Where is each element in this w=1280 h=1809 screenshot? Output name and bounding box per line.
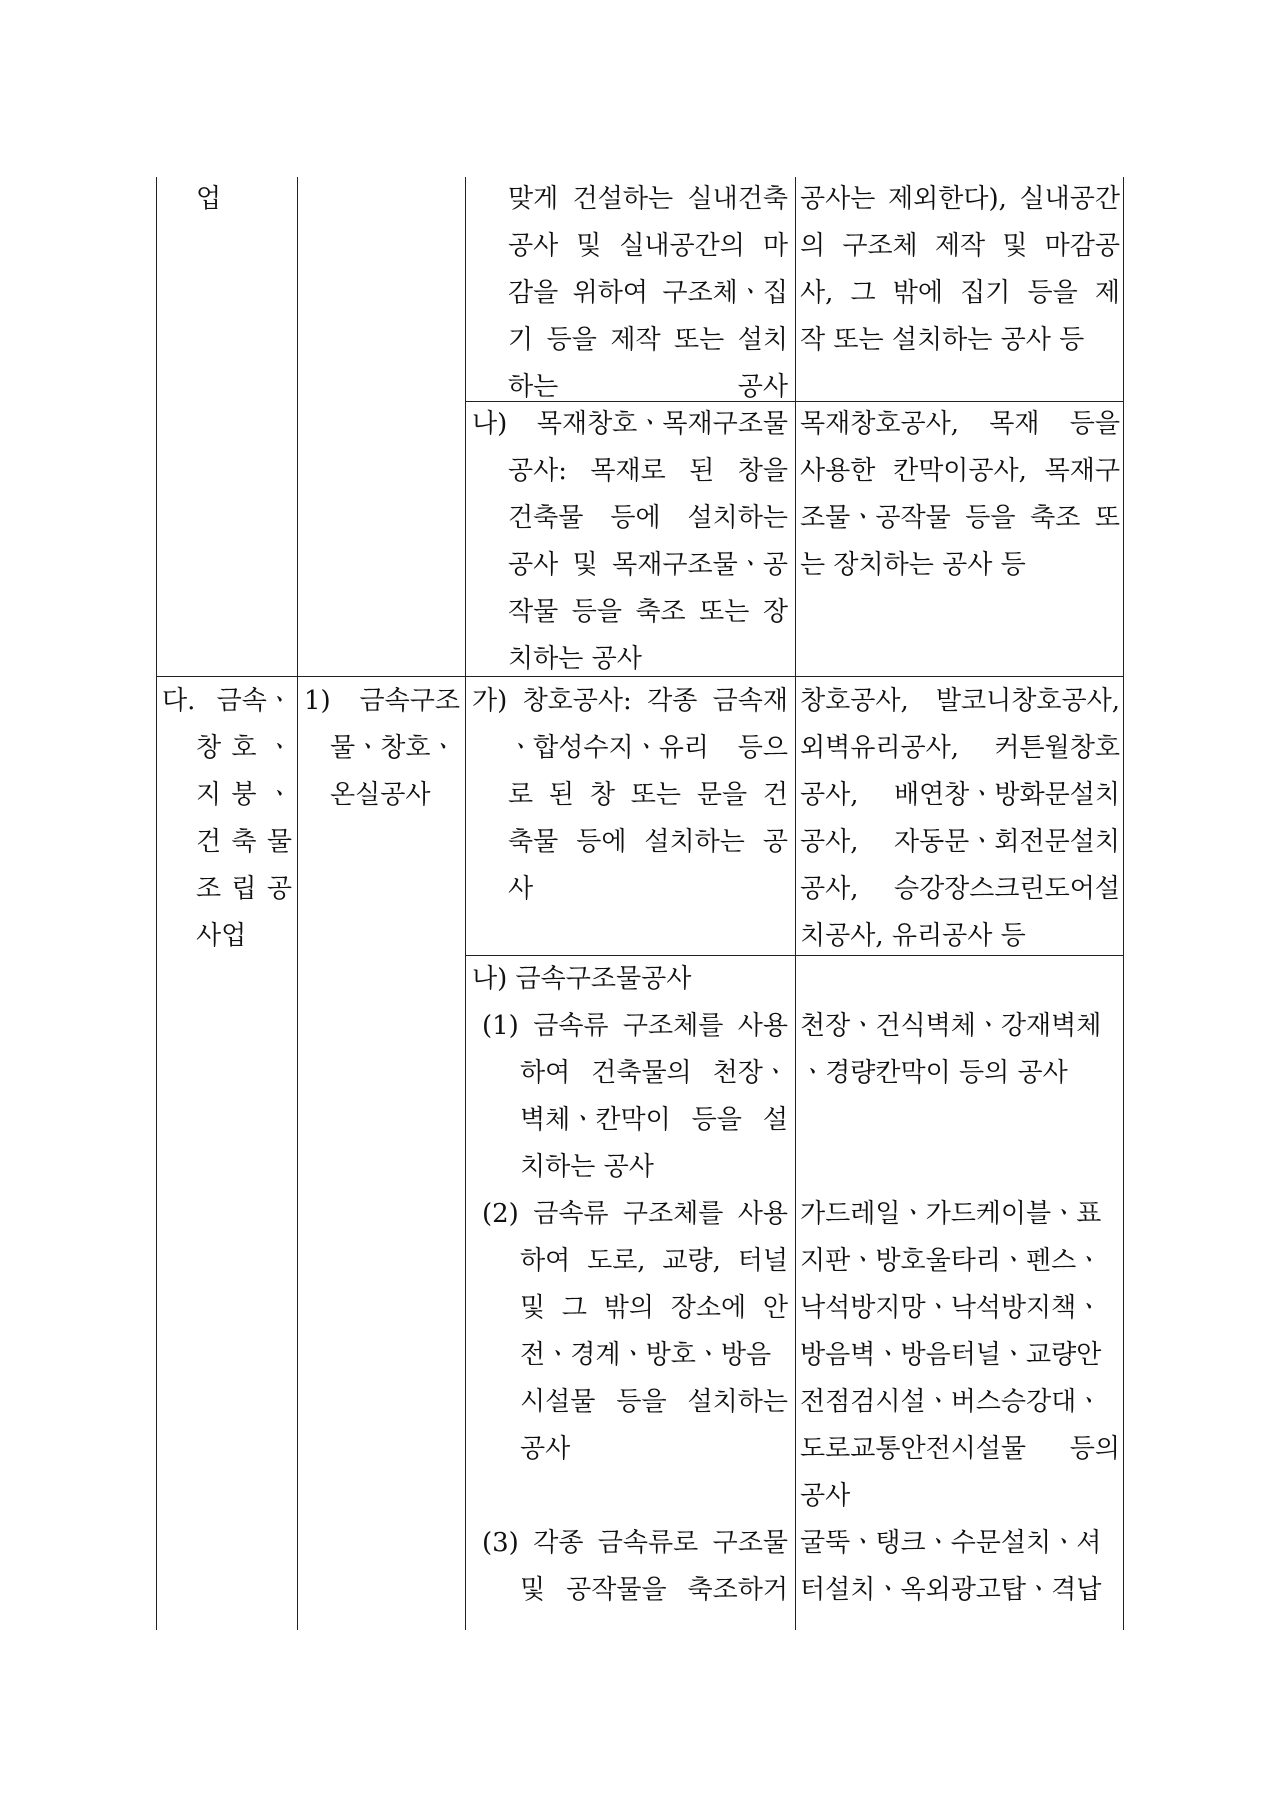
r4-c3-heading xyxy=(472,956,788,1003)
cell-line: 하여 도로, 교량, 터널 xyxy=(520,1246,788,1276)
r4-item3-c4 xyxy=(800,1520,1120,1614)
r4-item3-c3 xyxy=(482,1520,788,1614)
cell-line: 나) 목재창호ㆍ목재구조물 xyxy=(472,409,788,439)
cell-line: 업 xyxy=(196,184,222,214)
r4-item2-c3 xyxy=(482,1191,788,1473)
cell-line: 공사는 제외한다), 실내공간 xyxy=(800,184,1120,214)
cell-line: 및 공작물을 축조하거 xyxy=(520,1575,788,1605)
cell-line: (3) 각종 금속류로 구조물 xyxy=(482,1528,788,1558)
r3-c1-cell xyxy=(162,678,292,960)
cell-line: 창호공사, 발코니창호공사, xyxy=(800,686,1120,716)
r3-c2-cell xyxy=(304,678,460,819)
cell-line: 전ㆍ경계ㆍ방호ㆍ방음 xyxy=(520,1340,772,1370)
cell-line: 시설물 등을 설치하는 xyxy=(520,1387,788,1417)
cell-line: ㆍ합성수지ㆍ유리 등으 xyxy=(508,733,788,763)
cell-line: 조 립 공 xyxy=(196,874,292,904)
cell-line: 굴뚝ㆍ탱크ㆍ수문설치ㆍ셔 xyxy=(800,1528,1102,1558)
cell-line: 작물 등을 축조 또는 장 xyxy=(508,597,788,627)
cell-line: 공사: 목재로 된 창을 xyxy=(508,456,788,486)
cell-line: 사업 xyxy=(196,921,247,951)
cell-line: 목재창호공사, 목재 등을 xyxy=(800,409,1120,439)
table-border-left xyxy=(156,177,157,1630)
cell-line: 전점검시설ㆍ버스승강대ㆍ xyxy=(800,1387,1102,1417)
cell-line: 로 된 창 또는 문을 건 xyxy=(508,780,788,810)
cell-line: 축물 등에 설치하는 공 xyxy=(508,827,788,857)
cell-line: 건축물 등에 설치하는 xyxy=(508,503,788,533)
cell-line: 및 그 밖의 장소에 안 xyxy=(520,1293,788,1323)
cell-line: 공사, 배연창ㆍ방화문설치 xyxy=(800,780,1120,810)
table-border-col4 xyxy=(795,177,796,1630)
cell-line: 천장ㆍ건식벽체ㆍ강재벽체 xyxy=(800,1011,1102,1041)
cell-line: 건 축 물 xyxy=(196,827,292,857)
cell-line: 지판ㆍ방호울타리ㆍ펜스ㆍ xyxy=(800,1246,1102,1276)
cell-line: 공사 xyxy=(520,1434,571,1464)
cell-line: (1) 금속류 구조체를 사용 xyxy=(482,1011,788,1041)
table-border-col2 xyxy=(297,177,298,1630)
cell-line: 가드레일ㆍ가드케이블ㆍ표 xyxy=(800,1199,1102,1229)
table-border-col3 xyxy=(465,177,466,1630)
cell-line: 치하는 공사 xyxy=(508,644,642,674)
cell-line: 지 붕 ㆍ xyxy=(196,780,292,810)
cell-line: 공사, 자동문ㆍ회전문설치 xyxy=(800,827,1120,857)
r1-c1-cell xyxy=(196,176,286,223)
cell-line: 외벽유리공사, 커튼월창호 xyxy=(800,733,1120,763)
cell-line: (2) 금속류 구조체를 사용 xyxy=(482,1199,788,1229)
cell-line: 사 xyxy=(508,874,534,904)
r1-c4-cell xyxy=(800,176,1120,364)
cell-line: ㆍ경량칸막이 등의 공사 xyxy=(800,1058,1068,1088)
r3-c3-cell xyxy=(472,678,788,913)
r4-item1-c4 xyxy=(800,1003,1120,1097)
cell-line: 온실공사 xyxy=(330,780,431,810)
cell-line: 방음벽ㆍ방음터널ㆍ교량안 xyxy=(800,1340,1102,1370)
cell-line: 벽체ㆍ칸막이 등을 설 xyxy=(520,1105,788,1135)
cell-line: 가) 창호공사: 각종 금속재 xyxy=(472,686,788,716)
cell-line: 1) 금속구조 xyxy=(304,686,460,716)
cell-line: 하여 건축물의 천장ㆍ xyxy=(520,1058,788,1088)
cell-line: 하는 공사 xyxy=(508,372,788,402)
r4-item1-c3 xyxy=(482,1003,788,1191)
r4-item2-c4 xyxy=(800,1191,1120,1520)
cell-line: 공사 xyxy=(800,1481,851,1511)
cell-line: 기 등을 제작 또는 설치 xyxy=(508,325,788,355)
r2-c3-cell xyxy=(472,401,788,683)
r2-c4-cell xyxy=(800,401,1120,589)
cell-line: 맞게 건설하는 실내건축 xyxy=(508,184,788,214)
cell-line: 는 장치하는 공사 등 xyxy=(800,550,1026,580)
cell-line: 창 호 ㆍ xyxy=(196,733,292,763)
cell-line: 사용한 칸막이공사, 목재구 xyxy=(800,456,1120,486)
cell-line: 물ㆍ창호ㆍ xyxy=(330,733,456,763)
cell-line: 도로교통안전시설물 등의 xyxy=(800,1434,1120,1464)
cell-line: 사, 그 밖에 집기 등을 제 xyxy=(800,278,1120,308)
cell-line: 감을 위하여 구조체ㆍ집 xyxy=(508,278,788,308)
r1-c3-cell xyxy=(508,176,788,411)
cell-line: 공사, 승강장스크린도어설 xyxy=(800,874,1120,904)
cell-line: 터설치ㆍ옥외광고탑ㆍ격납 xyxy=(800,1575,1102,1605)
cell-line: 낙석방지망ㆍ낙석방지책ㆍ xyxy=(800,1293,1102,1323)
cell-line: 치하는 공사 xyxy=(520,1152,654,1182)
cell-line: 공사 및 목재구조물ㆍ공 xyxy=(508,550,788,580)
cell-line: 의 구조체 제작 및 마감공 xyxy=(800,231,1120,261)
cell-line: 공사 및 실내공간의 마 xyxy=(508,231,788,261)
table-border-right xyxy=(1123,177,1124,1630)
cell-line: 조물ㆍ공작물 등을 축조 또 xyxy=(800,503,1120,533)
r3-c4-cell xyxy=(800,678,1120,960)
cell-line: 작 또는 설치하는 공사 등 xyxy=(800,325,1085,355)
cell-line: 다. 금속ㆍ xyxy=(162,686,292,716)
cell-line: 나) 금속구조물공사 xyxy=(472,964,692,994)
cell-line: 치공사, 유리공사 등 xyxy=(800,921,1026,951)
